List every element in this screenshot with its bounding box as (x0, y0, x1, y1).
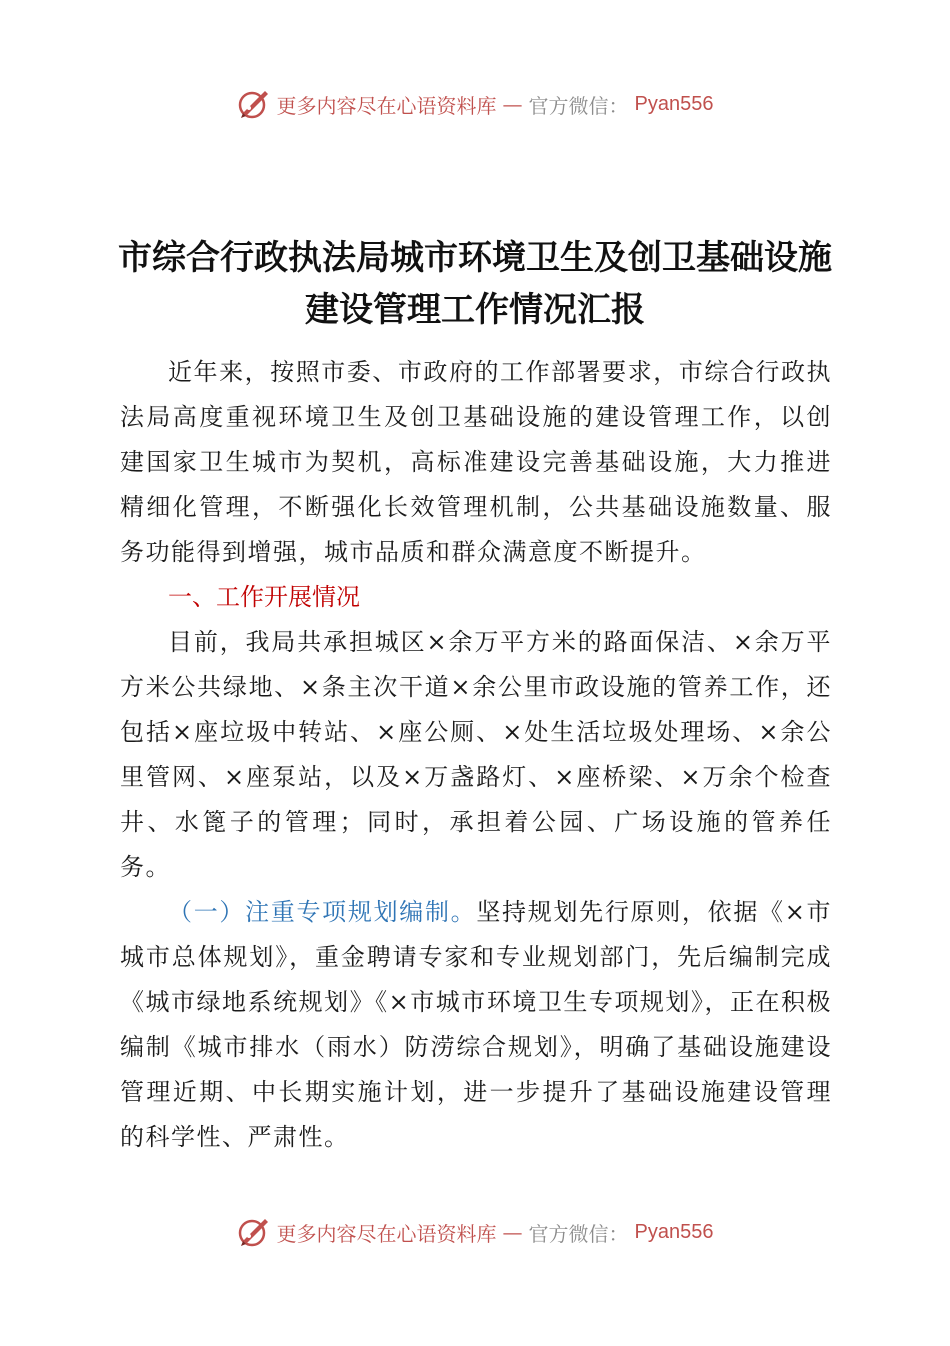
header-banner (0, 84, 950, 124)
footer-banner (0, 1212, 950, 1252)
banner-dash: — (502, 1220, 523, 1244)
document-body (120, 350, 832, 1160)
banner-wechat-label: 官方微信： (528, 1221, 629, 1246)
subsection-lead: （一）注重专项规划编制。 (168, 898, 477, 926)
banner-site-text: 更多内容尽在心语资料库 (276, 93, 497, 118)
document-title: 市综合行政执法局城市环境卫生及创卫基础设施建设管理工作情况汇报 (118, 238, 832, 330)
banner-wechat-id: Pyan556 (634, 1220, 714, 1243)
subsection-body: 坚持规划先行原则，依据《×市城市总体规划》，重金聘请专家和专业规划部门，先后编制完成《城市绿地系统规划》《×市城市环境卫生专项规划》，正在积极编制《城市排水（雨水）防涝综合规划》，明确了基础设施建设管理近期、中长期实施计划，进一步提升了基础设施建设管理的科学性、严肃性。 (120, 898, 833, 1151)
section-heading: 一、工作开展情况 (168, 583, 360, 611)
subsection-paragraph (120, 890, 832, 1160)
banner-dash: — (502, 92, 523, 116)
banner-wechat-id: Pyan556 (634, 92, 714, 115)
intro-paragraph: 近年来，按照市委、市政府的工作部署要求，市综合行政执法局高度重视环境卫生及创卫基础设施的建设管理工作，以创建国家卫生城市为契机，高标准建设完善基础设施，大力推进精细化管理，不断强化长效管理机制，公共基础设施数量、服务功能得到增强，城市品质和群众满意度不断提升。 (120, 358, 832, 566)
banner-site-text: 更多内容尽在心语资料库 (276, 1221, 497, 1246)
pen-logo-icon (237, 1215, 271, 1249)
section-paragraph: 目前，我局共承担城区×余万平方米的路面保洁、×余万平方米公共绿地、×条主次干道×余公里市政设施的管养工作，还包括×座垃圾中转站、×座公厕、×处生活垃圾处理场、×余公里管网、×座泵站，以及×万盏路灯、×座桥梁、×万余个检查井、水篦子的管理；同时，承担着公园、广场设施的管养任务。 (120, 628, 832, 881)
pen-logo-icon (237, 87, 271, 121)
banner-wechat-label: 官方微信： (528, 93, 629, 118)
